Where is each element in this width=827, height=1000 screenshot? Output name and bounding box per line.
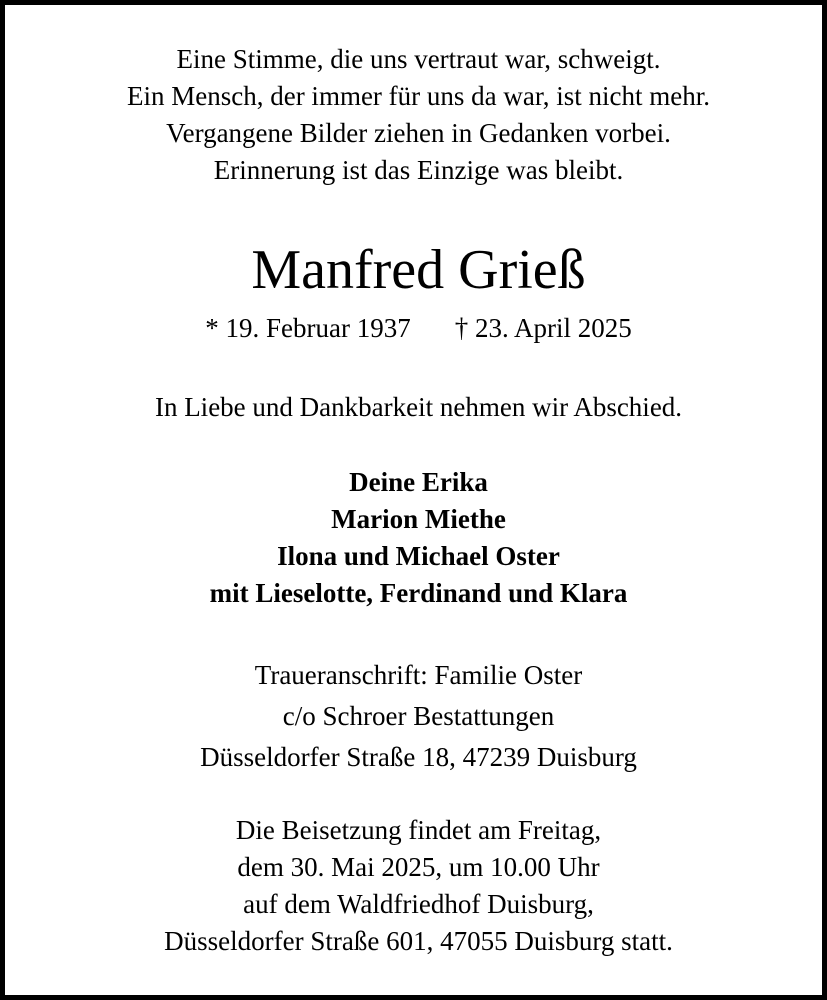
family-line: Ilona und Michael Oster [277, 541, 560, 571]
poem-line: Eine Stimme, die uns vertraut war, schweigt. [176, 44, 661, 74]
address-line: Traueranschrift: Familie Oster [254, 660, 583, 690]
poem-line: Ein Mensch, der immer für uns da war, ist nicht mehr. [126, 81, 711, 111]
poem [5, 41, 827, 189]
family-line: Deine Erika [349, 467, 488, 497]
funeral-line: auf dem Waldfriedhof Duisburg, [243, 889, 594, 919]
funeral-line: Düsseldorfer Straße 601, 47055 Duisburg statt. [164, 926, 673, 956]
address-line: c/o Schroer Bestattungen [282, 701, 555, 731]
birth-date: * 19. Februar 1937 [205, 313, 411, 343]
family-line: mit Lieselotte, Ferdinand und Klara [209, 578, 628, 608]
family-line: Marion Miethe [331, 504, 506, 534]
family-names [5, 464, 827, 612]
funeral-line: dem 30. Mai 2025, um 10.00 Uhr [237, 852, 600, 882]
poem-line: Vergangene Bilder ziehen in Gedanken vorbei. [166, 118, 671, 148]
deceased-name: Manfred Grieß [251, 239, 586, 301]
mourning-address [5, 655, 827, 778]
funeral-line: Die Beisetzung findet am Freitag, [235, 815, 602, 845]
poem-line: Erinnerung ist das Einzige was bleibt. [213, 155, 624, 185]
life-dates [5, 310, 827, 347]
address-line: Düsseldorfer Straße 18, 47239 Duisburg [200, 742, 637, 772]
farewell-text: In Liebe und Dankbarkeit nehmen wir Abschied. [154, 392, 683, 422]
death-date: † 23. April 2025 [454, 313, 632, 343]
funeral-details [5, 812, 827, 960]
